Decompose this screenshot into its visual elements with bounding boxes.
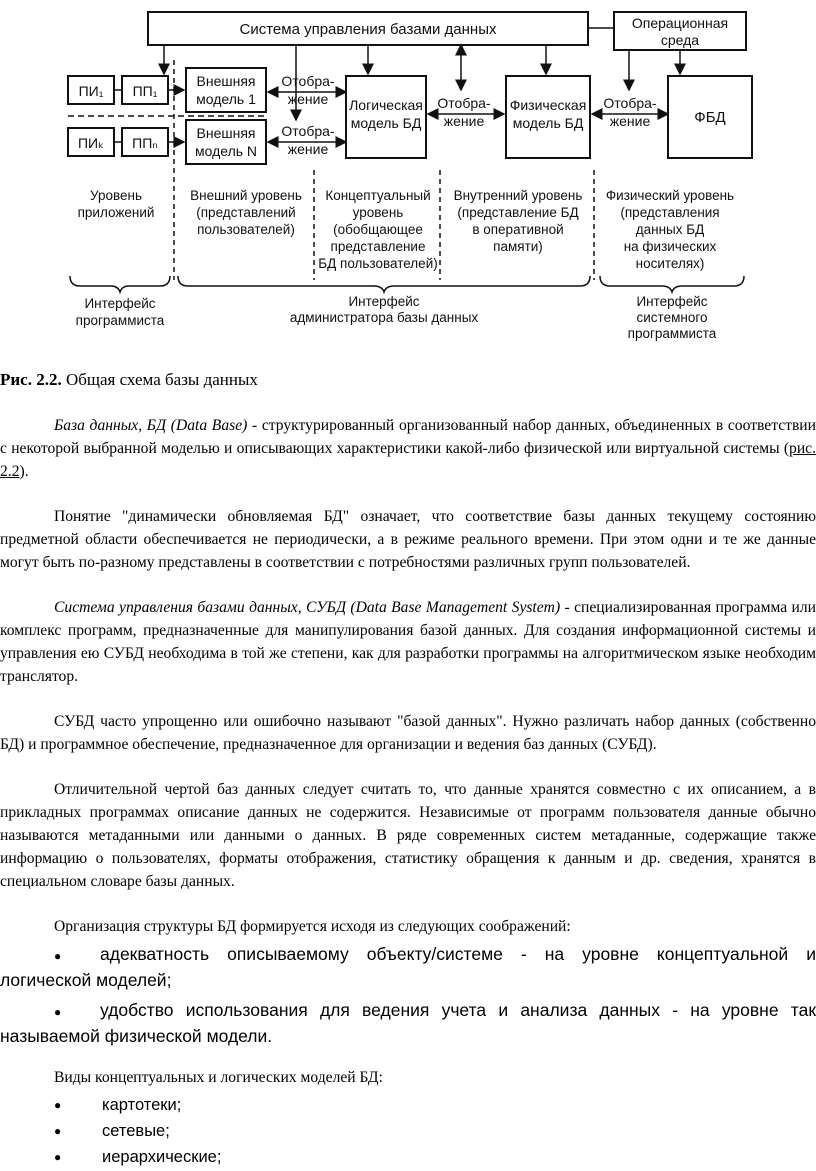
svg-text:(представления: (представления xyxy=(620,205,720,220)
term-dbms: Система управления базами данных, СУБД (Data Base Management System) xyxy=(54,599,561,616)
svg-text:Концептуальный: Концептуальный xyxy=(325,188,431,203)
document-body xyxy=(0,368,816,1171)
database-schema-diagram xyxy=(56,0,816,350)
svg-text:Внутренний уровень: Внутренний уровень xyxy=(453,188,583,203)
svg-text:программиста: программиста xyxy=(75,313,165,328)
physical-model-line2: модель БД xyxy=(512,115,584,131)
list-item: ● удобство использования для ведения учета и анализа данных - на уровне так называемой физической модели. xyxy=(0,1000,816,1046)
physical-model-line1: Физическая xyxy=(509,97,587,113)
mapping-n-line1: Отобра- xyxy=(281,123,335,139)
svg-text:памяти): памяти) xyxy=(493,239,543,254)
mapping-4-line1: Отобра- xyxy=(603,95,657,111)
paragraph-structure-organization: Организация структуры БД формируется исходя из следующих соображений: xyxy=(54,918,571,935)
list-item: ● картотеки; xyxy=(0,1093,816,1117)
paragraph-1-text: - структурированный организованный набор данных, объединенных в соответствии с некоторой выбранной моделью и описывающих характеристики какой-либо физической или виртуальной системы ( xyxy=(0,417,816,457)
pi1-label: ПИ₁ xyxy=(78,83,104,99)
level-physical xyxy=(606,188,734,271)
pik-label: ПИₖ xyxy=(77,135,105,151)
paragraph-dynamic-db: Понятие "динамически обновляемая БД" означает, что соответствие базы данных текущему состоянию предметной области обеспечивается не периодически, а в режиме реального времени. При этом одни и те же данные могут быть по-разному представлены в соответствии с потребностями различных групп пользователей. xyxy=(0,508,816,571)
level-app xyxy=(78,188,155,220)
paragraph-model-types: Виды концептуальных и логических моделей БД: xyxy=(54,1069,383,1086)
paragraph-database-definition xyxy=(0,414,816,483)
bullet-icon: ● xyxy=(54,1005,62,1019)
ppn-label: ППₙ xyxy=(132,135,158,151)
external-model-n-line1: Внешняя xyxy=(196,125,256,141)
svg-text:БД пользователей): БД пользователей) xyxy=(318,256,438,271)
svg-text:программиста: программиста xyxy=(627,326,717,341)
bullet-icon: ● xyxy=(54,1098,62,1112)
interface-system xyxy=(628,294,717,341)
logical-model-line1: Логическая xyxy=(349,97,423,113)
svg-text:представление: представление xyxy=(330,239,426,254)
level-conceptual xyxy=(318,188,437,271)
paragraph-dbms-vs-db: СУБД часто упрощенно или ошибочно называют "базой данных". Нужно различать набор данных (собственно БД) и программное обеспечение, предназначенное для организации и ведения баз данных (СУБД). xyxy=(0,713,816,753)
caption-text: Общая схема базы данных xyxy=(65,370,258,389)
pp1-label: ПП₁ xyxy=(132,83,158,99)
svg-text:уровень: уровень xyxy=(352,205,404,220)
svg-text:в оперативной: в оперативной xyxy=(472,222,564,237)
os-env-line1: Операционная xyxy=(631,15,729,31)
svg-text:пользователей): пользователей) xyxy=(197,222,295,237)
svg-text:(представление БД: (представление БД xyxy=(457,205,579,220)
mapping-3-line2: жение xyxy=(443,113,485,129)
external-model-1-line1: Внешняя xyxy=(196,73,256,89)
svg-text:администратора базы данных: администратора базы данных xyxy=(289,310,479,325)
bullet-icon: ● xyxy=(54,949,62,963)
external-model-1-line2: модель 1 xyxy=(196,91,256,107)
svg-text:приложений: приложений xyxy=(77,205,155,220)
list-item: ● иерархические; xyxy=(0,1145,816,1169)
mapping-4-line2: жение xyxy=(609,113,651,129)
os-env-line2: среда xyxy=(660,32,700,48)
svg-text:Интерфейс: Интерфейс xyxy=(84,296,156,311)
svg-text:Уровень: Уровень xyxy=(89,188,143,203)
svg-text:Интерфейс: Интерфейс xyxy=(348,294,420,309)
svg-text:Интерфейс: Интерфейс xyxy=(636,294,708,309)
external-model-n-line2: модель N xyxy=(194,143,258,159)
logical-model-line2: модель БД xyxy=(350,115,422,131)
mapping-3-line1: Отобра- xyxy=(437,95,491,111)
dbms-title: Система управления базами данных xyxy=(239,21,497,38)
list-item: ● сетевые; xyxy=(0,1119,816,1143)
interface-programmer xyxy=(76,296,165,328)
svg-text:носителях): носителях) xyxy=(635,256,705,271)
paragraph-3-text: - специализированная программа или комплекс программ, предназначенные для манипулирования базой данных. Для создания информационной системы и управления ею СУБД необходима в той же степени, как для разработки программы на алгоритмическом языке необходим транслятор. xyxy=(0,599,816,685)
bullet-icon: ● xyxy=(54,1150,62,1164)
svg-text:данных БД: данных БД xyxy=(635,222,705,237)
level-internal xyxy=(454,188,583,254)
mapping-1-line2: жение xyxy=(287,91,329,107)
svg-text:(обобщающее: (обобщающее xyxy=(333,222,423,237)
svg-text:Внешний уровень: Внешний уровень xyxy=(190,188,302,203)
considerations-list xyxy=(0,942,816,1048)
mapping-1-line1: Отобра- xyxy=(281,73,335,89)
figure-caption xyxy=(0,368,816,392)
level-external xyxy=(190,188,302,237)
svg-text:(представлений: (представлений xyxy=(196,205,296,220)
term-database: База данных, БД (Data Base) xyxy=(54,417,248,434)
paragraph-1-end: ). xyxy=(19,463,29,480)
svg-text:на физических: на физических xyxy=(623,239,717,254)
svg-text:Физический уровень: Физический уровень xyxy=(605,188,735,203)
figure-link[interactable]: рис. 2.2 xyxy=(0,440,816,480)
interface-admin xyxy=(290,294,479,325)
fbd-label: ФБД xyxy=(694,109,726,126)
list-item: ● адекватность описываемому объекту/системе - на уровне концептуальной и логической моделей; xyxy=(0,944,816,990)
caption-label: Рис. 2.2. xyxy=(0,370,62,389)
paragraph-metadata: Отличительной чертой баз данных следует считать то, что данные хранятся совместно с их описанием, а в прикладных программах описание данных не содержится. Независимые от программ пользователя данные обычно называются метаданными или данными о данных. В ряде современных систем метаданные, содержащие также информацию о пользователях, форматы отображения, статистику обращения к данным и др. сведения, хранятся в специальном словаре базы данных. xyxy=(0,781,816,890)
svg-text:системного: системного xyxy=(636,310,708,325)
bullet-icon: ● xyxy=(54,1124,62,1138)
mapping-n-line2: жение xyxy=(287,141,329,157)
paragraph-dbms-definition xyxy=(0,596,816,688)
